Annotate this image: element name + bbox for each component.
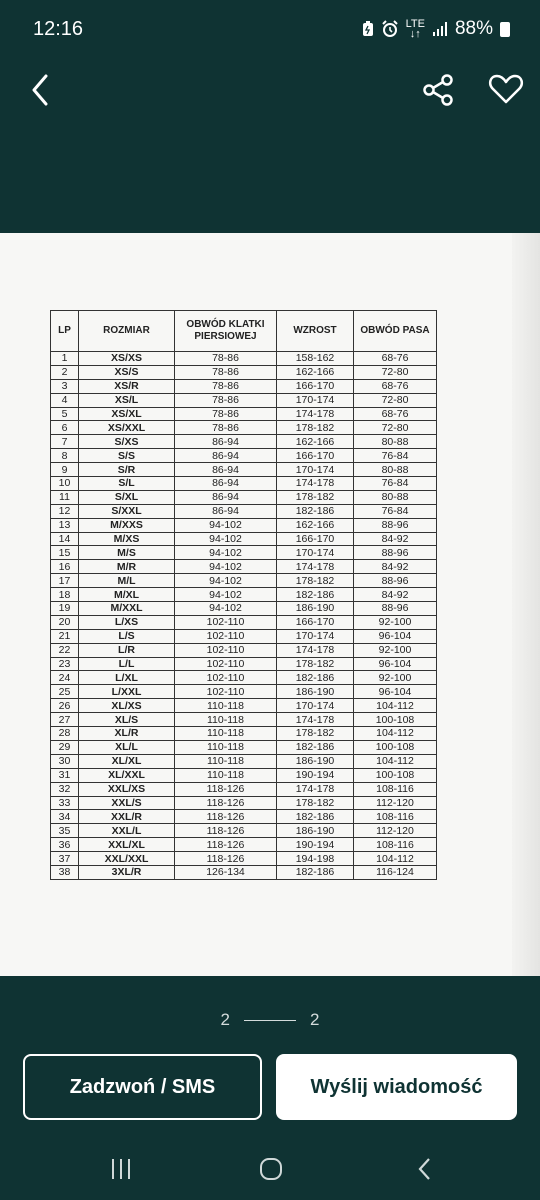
cell-rozmiar: S/S — [79, 449, 175, 463]
cell-lp: 16 — [51, 560, 79, 574]
cell-obwod-klatki: 78-86 — [175, 407, 277, 421]
cell-obwod-klatki: 102-110 — [175, 615, 277, 629]
cell-obwod-pasa: 84-92 — [354, 532, 437, 546]
cell-wzrost: 170-174 — [277, 629, 354, 643]
cell-obwod-pasa: 72-80 — [354, 393, 437, 407]
header-wzrost: WZROST — [277, 311, 354, 352]
cell-obwod-pasa: 76-84 — [354, 449, 437, 463]
table-row — [51, 657, 437, 671]
cell-obwod-pasa: 104-112 — [354, 852, 437, 866]
cell-obwod-pasa: 68-76 — [354, 352, 437, 366]
cell-lp: 38 — [51, 865, 79, 879]
cell-lp: 4 — [51, 393, 79, 407]
cell-obwod-klatki: 94-102 — [175, 546, 277, 560]
favorite-button[interactable] — [486, 66, 526, 106]
cell-obwod-pasa: 76-84 — [354, 477, 437, 491]
cell-obwod-klatki: 94-102 — [175, 518, 277, 532]
battery-percent: 88% — [454, 18, 493, 39]
cell-rozmiar: L/L — [79, 657, 175, 671]
cell-rozmiar: M/XXL — [79, 602, 175, 616]
cell-obwod-pasa: 72-80 — [354, 421, 437, 435]
table-row — [51, 532, 437, 546]
table-row — [51, 740, 437, 754]
cell-lp: 28 — [51, 727, 79, 741]
table-row — [51, 643, 437, 657]
recent-apps-icon — [108, 1157, 134, 1181]
cell-lp: 12 — [51, 504, 79, 518]
cell-obwod-klatki: 86-94 — [175, 435, 277, 449]
cell-obwod-klatki: 78-86 — [175, 352, 277, 366]
table-row — [51, 796, 437, 810]
cell-rozmiar: S/XS — [79, 435, 175, 449]
cell-obwod-klatki: 110-118 — [175, 740, 277, 754]
pager-current: 2 — [220, 1010, 230, 1029]
home-button[interactable] — [258, 1157, 284, 1181]
cell-lp: 27 — [51, 713, 79, 727]
cell-obwod-pasa: 84-92 — [354, 588, 437, 602]
header-obwod-pasa: OBWÓD PASA — [354, 311, 437, 352]
cell-obwod-klatki: 110-118 — [175, 754, 277, 768]
cell-obwod-klatki: 110-118 — [175, 699, 277, 713]
cell-wzrost: 186-190 — [277, 824, 354, 838]
table-row — [51, 824, 437, 838]
cell-obwod-pasa: 92-100 — [354, 671, 437, 685]
cell-wzrost: 178-182 — [277, 657, 354, 671]
size-chart-table — [50, 310, 437, 880]
cell-obwod-pasa: 100-108 — [354, 713, 437, 727]
app-bar — [0, 58, 540, 118]
cell-lp: 15 — [51, 546, 79, 560]
cell-wzrost: 170-174 — [277, 463, 354, 477]
cell-obwod-pasa: 104-112 — [354, 754, 437, 768]
pager-divider — [244, 1020, 296, 1021]
cell-obwod-pasa: 92-100 — [354, 615, 437, 629]
send-message-button[interactable]: Wyślij wiadomość — [276, 1054, 517, 1120]
cell-lp: 35 — [51, 824, 79, 838]
cell-obwod-klatki: 86-94 — [175, 463, 277, 477]
cell-lp: 26 — [51, 699, 79, 713]
back-button[interactable] — [22, 66, 62, 106]
cell-obwod-klatki: 78-86 — [175, 379, 277, 393]
table-row — [51, 574, 437, 588]
table-row — [51, 407, 437, 421]
cell-rozmiar: XXL/L — [79, 824, 175, 838]
cell-wzrost: 186-190 — [277, 685, 354, 699]
cell-obwod-klatki: 126-134 — [175, 865, 277, 879]
cell-obwod-klatki: 118-126 — [175, 852, 277, 866]
cell-wzrost: 190-194 — [277, 838, 354, 852]
cell-obwod-pasa: 80-88 — [354, 435, 437, 449]
cell-wzrost: 162-166 — [277, 365, 354, 379]
cell-lp: 17 — [51, 574, 79, 588]
pager-total: 2 — [310, 1010, 320, 1029]
cell-rozmiar: XXL/R — [79, 810, 175, 824]
cell-wzrost: 174-178 — [277, 643, 354, 657]
cell-obwod-pasa: 88-96 — [354, 574, 437, 588]
cell-obwod-klatki: 94-102 — [175, 588, 277, 602]
heart-icon — [486, 66, 526, 106]
cell-rozmiar: M/L — [79, 574, 175, 588]
cell-wzrost: 174-178 — [277, 713, 354, 727]
cell-rozmiar: S/XL — [79, 490, 175, 504]
table-row — [51, 852, 437, 866]
cell-wzrost: 178-182 — [277, 421, 354, 435]
battery-icon — [500, 22, 510, 37]
cell-obwod-klatki: 118-126 — [175, 782, 277, 796]
cell-lp: 24 — [51, 671, 79, 685]
cell-obwod-klatki: 110-118 — [175, 713, 277, 727]
cell-rozmiar: XXL/S — [79, 796, 175, 810]
cell-lp: 30 — [51, 754, 79, 768]
cell-obwod-pasa: 116-124 — [354, 865, 437, 879]
cell-obwod-klatki: 86-94 — [175, 477, 277, 491]
cell-lp: 11 — [51, 490, 79, 504]
cell-obwod-klatki: 118-126 — [175, 796, 277, 810]
table-row — [51, 629, 437, 643]
cell-rozmiar: M/S — [79, 546, 175, 560]
cell-lp: 21 — [51, 629, 79, 643]
cell-wzrost: 186-190 — [277, 754, 354, 768]
cell-obwod-pasa: 100-108 — [354, 768, 437, 782]
cell-lp: 25 — [51, 685, 79, 699]
table-row — [51, 560, 437, 574]
nav-back-button[interactable] — [412, 1157, 438, 1181]
cell-obwod-pasa: 88-96 — [354, 602, 437, 616]
cell-obwod-pasa: 108-116 — [354, 782, 437, 796]
cell-lp: 20 — [51, 615, 79, 629]
cell-rozmiar: L/S — [79, 629, 175, 643]
back-icon — [412, 1157, 438, 1181]
cell-obwod-pasa: 80-88 — [354, 463, 437, 477]
cell-obwod-klatki: 94-102 — [175, 574, 277, 588]
alarm-icon — [381, 20, 399, 38]
cell-rozmiar: L/R — [79, 643, 175, 657]
cell-lp: 9 — [51, 463, 79, 477]
listing-photo[interactable] — [0, 233, 540, 976]
status-bar — [0, 0, 540, 58]
cell-lp: 14 — [51, 532, 79, 546]
cell-obwod-klatki: 78-86 — [175, 365, 277, 379]
cell-rozmiar: XS/S — [79, 365, 175, 379]
cell-wzrost: 182-186 — [277, 865, 354, 879]
cell-rozmiar: XL/R — [79, 727, 175, 741]
cell-rozmiar: XS/XXL — [79, 421, 175, 435]
cell-rozmiar: L/XS — [79, 615, 175, 629]
table-row — [51, 588, 437, 602]
table-row — [51, 754, 437, 768]
table-row — [51, 685, 437, 699]
header-obwod-klatki: OBWÓD KLATKI PIERSIOWEJ — [175, 311, 277, 352]
cell-rozmiar: S/L — [79, 477, 175, 491]
cell-wzrost: 174-178 — [277, 407, 354, 421]
cell-obwod-pasa: 96-104 — [354, 685, 437, 699]
cell-lp: 29 — [51, 740, 79, 754]
cell-obwod-pasa: 80-88 — [354, 490, 437, 504]
cell-rozmiar: M/R — [79, 560, 175, 574]
cell-wzrost: 170-174 — [277, 393, 354, 407]
cell-rozmiar: M/XXS — [79, 518, 175, 532]
cell-lp: 32 — [51, 782, 79, 796]
cell-obwod-pasa: 72-80 — [354, 365, 437, 379]
cell-lp: 3 — [51, 379, 79, 393]
table-row — [51, 490, 437, 504]
table-row — [51, 435, 437, 449]
cell-obwod-pasa: 112-120 — [354, 824, 437, 838]
cell-wzrost: 166-170 — [277, 615, 354, 629]
cell-wzrost: 166-170 — [277, 449, 354, 463]
share-button[interactable] — [418, 66, 458, 106]
cell-obwod-klatki: 94-102 — [175, 602, 277, 616]
table-row — [51, 602, 437, 616]
cell-rozmiar: XL/L — [79, 740, 175, 754]
table-row — [51, 865, 437, 879]
cell-rozmiar: M/XS — [79, 532, 175, 546]
cell-obwod-pasa: 100-108 — [354, 740, 437, 754]
cell-wzrost: 170-174 — [277, 546, 354, 560]
cell-rozmiar: S/XXL — [79, 504, 175, 518]
table-row — [51, 838, 437, 852]
status-icons — [362, 18, 510, 40]
table-row — [51, 671, 437, 685]
table-row — [51, 810, 437, 824]
recent-apps-button[interactable] — [108, 1157, 134, 1181]
table-row — [51, 782, 437, 796]
cell-lp: 7 — [51, 435, 79, 449]
cell-obwod-pasa: 96-104 — [354, 629, 437, 643]
table-row — [51, 449, 437, 463]
cell-rozmiar: XS/XL — [79, 407, 175, 421]
cell-obwod-pasa: 112-120 — [354, 796, 437, 810]
cell-obwod-klatki: 118-126 — [175, 810, 277, 824]
cell-wzrost: 178-182 — [277, 574, 354, 588]
cell-rozmiar: L/XXL — [79, 685, 175, 699]
cell-obwod-pasa: 76-84 — [354, 504, 437, 518]
table-row — [51, 504, 437, 518]
status-time: 12:16 — [33, 18, 84, 40]
cell-wzrost: 182-186 — [277, 740, 354, 754]
cell-lp: 2 — [51, 365, 79, 379]
battery-saver-icon — [362, 21, 374, 37]
cell-wzrost: 162-166 — [277, 435, 354, 449]
cell-wzrost: 174-178 — [277, 782, 354, 796]
back-icon — [22, 66, 62, 106]
cell-wzrost: 182-186 — [277, 810, 354, 824]
cell-obwod-klatki: 110-118 — [175, 768, 277, 782]
cell-obwod-pasa: 68-76 — [354, 407, 437, 421]
cell-obwod-klatki: 102-110 — [175, 629, 277, 643]
cell-obwod-pasa: 104-112 — [354, 699, 437, 713]
cell-rozmiar: L/XL — [79, 671, 175, 685]
cell-rozmiar: XS/R — [79, 379, 175, 393]
cell-wzrost: 162-166 — [277, 518, 354, 532]
cell-lp: 6 — [51, 421, 79, 435]
cell-wzrost: 158-162 — [277, 352, 354, 366]
share-icon — [418, 66, 458, 106]
cell-lp: 23 — [51, 657, 79, 671]
cell-wzrost: 166-170 — [277, 379, 354, 393]
cell-obwod-pasa: 104-112 — [354, 727, 437, 741]
cell-obwod-klatki: 118-126 — [175, 824, 277, 838]
table-header-row — [51, 311, 437, 352]
table-row — [51, 727, 437, 741]
cell-lp: 18 — [51, 588, 79, 602]
cell-obwod-klatki: 102-110 — [175, 671, 277, 685]
cell-wzrost: 182-186 — [277, 671, 354, 685]
network-type: LTE ↓↑ — [405, 18, 425, 40]
cell-rozmiar: XL/XXL — [79, 768, 175, 782]
cell-lp: 37 — [51, 852, 79, 866]
cell-wzrost: 182-186 — [277, 588, 354, 602]
cell-lp: 8 — [51, 449, 79, 463]
cell-wzrost: 194-198 — [277, 852, 354, 866]
cell-wzrost: 186-190 — [277, 602, 354, 616]
cell-obwod-pasa: 92-100 — [354, 643, 437, 657]
table-row — [51, 421, 437, 435]
cell-rozmiar: S/R — [79, 463, 175, 477]
header-lp: LP — [51, 311, 79, 352]
cell-lp: 34 — [51, 810, 79, 824]
cell-rozmiar: M/XL — [79, 588, 175, 602]
cell-lp: 19 — [51, 602, 79, 616]
cell-obwod-pasa: 96-104 — [354, 657, 437, 671]
table-row — [51, 379, 437, 393]
cell-wzrost: 190-194 — [277, 768, 354, 782]
header-rozmiar: ROZMIAR — [79, 311, 175, 352]
cell-obwod-klatki: 94-102 — [175, 560, 277, 574]
cell-lp: 36 — [51, 838, 79, 852]
cell-obwod-pasa: 68-76 — [354, 379, 437, 393]
cell-lp: 22 — [51, 643, 79, 657]
cell-wzrost: 182-186 — [277, 504, 354, 518]
table-row — [51, 352, 437, 366]
table-row — [51, 615, 437, 629]
table-row — [51, 477, 437, 491]
cell-wzrost: 178-182 — [277, 727, 354, 741]
cell-lp: 31 — [51, 768, 79, 782]
cell-rozmiar: XS/XS — [79, 352, 175, 366]
cell-obwod-klatki: 86-94 — [175, 449, 277, 463]
table-row — [51, 518, 437, 532]
table-row — [51, 393, 437, 407]
cell-obwod-klatki: 118-126 — [175, 838, 277, 852]
cell-wzrost: 170-174 — [277, 699, 354, 713]
table-row — [51, 365, 437, 379]
cell-lp: 33 — [51, 796, 79, 810]
cell-rozmiar: XXL/XXL — [79, 852, 175, 866]
cell-obwod-pasa: 108-116 — [354, 838, 437, 852]
table-row — [51, 463, 437, 477]
cell-rozmiar: XL/XS — [79, 699, 175, 713]
cell-obwod-pasa: 108-116 — [354, 810, 437, 824]
table-body — [51, 352, 437, 880]
cell-obwod-klatki: 102-110 — [175, 643, 277, 657]
cell-rozmiar: 3XL/R — [79, 865, 175, 879]
call-sms-button[interactable]: Zadzwoń / SMS — [23, 1054, 262, 1120]
cell-obwod-klatki: 86-94 — [175, 490, 277, 504]
cell-wzrost: 174-178 — [277, 560, 354, 574]
home-icon — [258, 1157, 284, 1181]
photo-shadow — [512, 233, 540, 976]
table-row — [51, 546, 437, 560]
cell-obwod-klatki: 78-86 — [175, 421, 277, 435]
cell-obwod-pasa: 88-96 — [354, 518, 437, 532]
cell-wzrost: 178-182 — [277, 796, 354, 810]
cell-obwod-klatki: 94-102 — [175, 532, 277, 546]
table-row — [51, 699, 437, 713]
cell-obwod-klatki: 110-118 — [175, 727, 277, 741]
cell-obwod-klatki: 102-110 — [175, 657, 277, 671]
signal-icon — [432, 22, 448, 36]
table-row — [51, 768, 437, 782]
cell-obwod-pasa: 84-92 — [354, 560, 437, 574]
cell-rozmiar: XXL/XS — [79, 782, 175, 796]
cell-wzrost: 174-178 — [277, 477, 354, 491]
cell-lp: 5 — [51, 407, 79, 421]
cell-wzrost: 178-182 — [277, 490, 354, 504]
cell-lp: 10 — [51, 477, 79, 491]
cell-rozmiar: XL/XL — [79, 754, 175, 768]
cell-obwod-klatki: 86-94 — [175, 504, 277, 518]
cell-lp: 1 — [51, 352, 79, 366]
cell-wzrost: 166-170 — [277, 532, 354, 546]
cell-rozmiar: XL/S — [79, 713, 175, 727]
cell-rozmiar: XXL/XL — [79, 838, 175, 852]
cell-obwod-pasa: 88-96 — [354, 546, 437, 560]
table-row — [51, 713, 437, 727]
photo-pager — [0, 1010, 540, 1030]
cell-lp: 13 — [51, 518, 79, 532]
cell-rozmiar: XS/L — [79, 393, 175, 407]
navigation-bar — [0, 1140, 540, 1200]
cell-obwod-klatki: 102-110 — [175, 685, 277, 699]
cell-obwod-klatki: 78-86 — [175, 393, 277, 407]
